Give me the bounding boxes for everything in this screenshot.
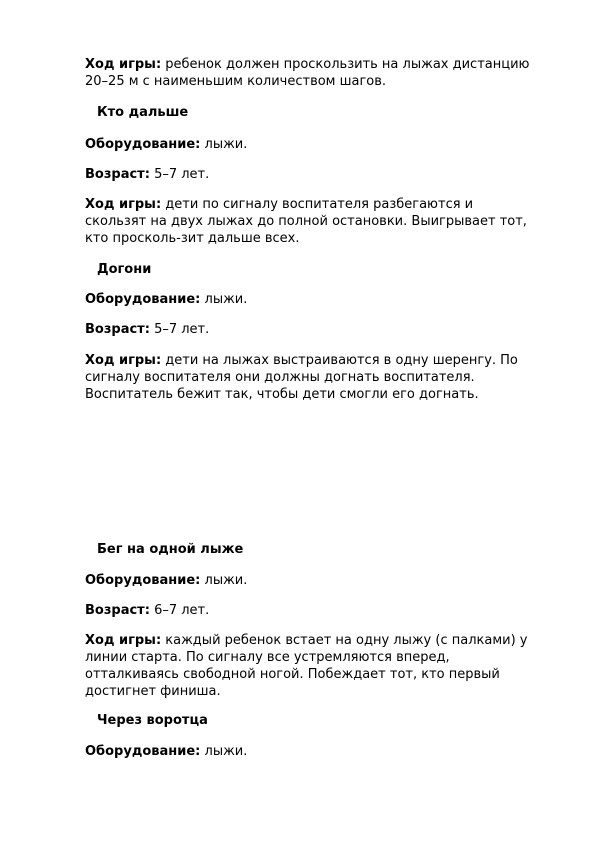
game-title: Бег на одной лыже — [97, 542, 244, 557]
age-value: 5–7 лет. — [154, 167, 210, 182]
rules-text: каждый ребенок встает на одну лыжу (с палками) у линии старта. По сигналу все устремляются вперед, отталкиваясь свободной ногой. Побеждает тот, кто первый достигнет финиша. — [85, 633, 528, 699]
equipment-label: Оборудование: — [85, 573, 201, 588]
equipment-value: лыжи. — [204, 744, 248, 759]
age-label: Возраст: — [85, 167, 150, 182]
rules-paragraph — [85, 352, 535, 403]
age-label: Возраст: — [85, 603, 150, 618]
rules-paragraph — [85, 632, 535, 700]
rules-paragraph — [85, 196, 535, 247]
equipment-label: Оборудование: — [85, 744, 201, 759]
game-title: Кто дальше — [97, 105, 189, 120]
rules-text: ребенок должен проскользить на лыжах дистанцию 20–25 м с наименьшим количеством шагов. — [85, 57, 530, 89]
rules-paragraph — [85, 56, 535, 90]
age-line — [85, 321, 535, 338]
rules-label: Ход игры: — [85, 57, 162, 72]
rules-label: Ход игры: — [85, 197, 162, 212]
equipment-value: лыжи. — [204, 573, 248, 588]
game-title: Через воротца — [97, 713, 208, 728]
age-value: 6–7 лет. — [154, 603, 210, 618]
age-line — [85, 166, 535, 183]
rules-text: дети на лыжах выстраиваются в одну шеренгу. По сигналу воспитателя они должны догнать воспитателя. Воспитатель бежит так, чтобы дети смогли его догнать. — [85, 353, 518, 402]
rules-text: дети по сигналу воспитателя разбегаются и скользят на двух лыжах до полной остановки. Выигрывает тот, кто просколь-зит дальше всех. — [85, 197, 527, 246]
equipment-value: лыжи. — [204, 292, 248, 307]
equipment-label: Оборудование: — [85, 292, 201, 307]
age-line — [85, 602, 535, 619]
equipment-value: лыжи. — [204, 137, 248, 152]
age-label: Возраст: — [85, 322, 150, 337]
equipment-line — [85, 743, 535, 760]
equipment-line — [85, 136, 535, 153]
rules-label: Ход игры: — [85, 353, 162, 368]
equipment-line — [85, 572, 535, 589]
equipment-label: Оборудование: — [85, 137, 201, 152]
game-title: Догони — [97, 262, 152, 277]
equipment-line — [85, 291, 535, 308]
rules-label: Ход игры: — [85, 633, 162, 648]
age-value: 5–7 лет. — [154, 322, 210, 337]
